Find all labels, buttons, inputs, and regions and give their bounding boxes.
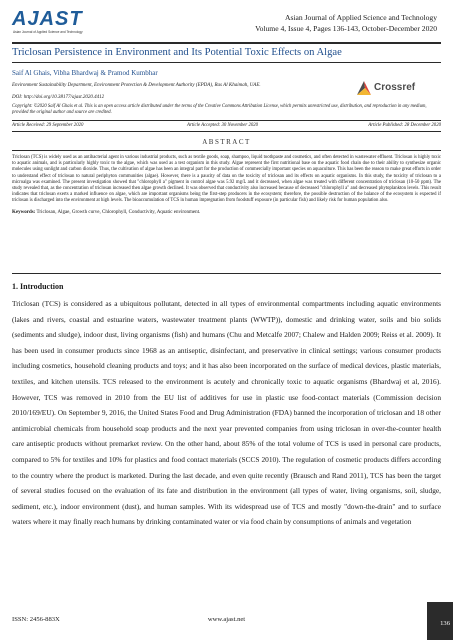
abstract-text: Triclosan (TCS) is widely used as an antibacterial agent in various industrial products, such as textile goods, soap, shampoo, liquid toothpaste and cosmetics, and often detected in wastewater effluent. Triclosan is highly toxic to aquatic animals, and is particularly highly toxic to the algae, which was used as a test organism in this study. Algae represent the first nutritional base on the aquatic food chain due to their ability to synthesize organic molecules using sunlight and carbon dioxide. Thus, the cultivation of algae has been an integral part for the production of commercially important species on aquaculture. This has been the reason to make great efforts in order to understand effect of triclosan to natural periphyton communities (algae). However, there is a paucity of data on the toxicity of triclosan and its effects on aquatic organisms. In this study, the toxicity of triclosan to a microalga was examined. The present investigation showed that "chlorophyll a" pigment in control algae was 5.92 mg/L and it decreased, when algae was treated with different concentration of triclosan (10-50 ppm). The study revealed that, as the concentration of triclosan increased then algae growth declined. It was observed that conductivity also increased because of decreased "chlorophyll a" and decreased phytoplankton levels. This result indicates that triclosan exerts a marked influence on algae, which are important organisms being the first-step producers in the ecosystem; therefore, the possible destruction of the balance of the ecosystem is expected if triclosan is discharged into the environment at high levels. The bioaccumulation of TCS in human impregnation from foodstuff exposure (in particular fish) and likely risk for human population also. (12, 155, 441, 204)
keywords (12, 209, 441, 216)
website-link[interactable]: www.ajast.net (207, 616, 246, 623)
affiliation: Environment Sustainability Department, Environment Protection & Development Authority (EPDA), Ras Al Khaimah, UAE. (12, 83, 261, 88)
abstract-heading: ABSTRACT (202, 138, 251, 146)
header-rule (12, 42, 441, 44)
logo-subtitle: Asian Journal of Applied Science and Technology (13, 30, 83, 34)
date-accepted: Article Accepted: 30 November 2020 (187, 123, 259, 128)
section-heading: 1. Introduction (12, 282, 64, 291)
journal-header (255, 12, 437, 34)
keywords-list: Triclosan, Algae, Growth curve, Chlorophyll, Conductivity, Aquatic environment. (36, 209, 201, 215)
crossref-label: Crossref (374, 82, 416, 93)
logo-text: AJAST (12, 8, 83, 30)
introduction-text: Triclosan (TCS) is considered as a ubiquitous pollutant, detected in all types of environmental compartments including aquatic environments (lakes and rivers, coastal and estuarine waters, wastewater treatment plants (WWTP)), domestic and drinking water, soils and bio solids (sediments and sludge), indoor dust, living organisms (fish) and humans (Chu and Metcalfe 2007; Chalew and Halden 2009; Reiss et al. 2009). It has been used in consumer products since 1968 as an antiseptic, disinfectant, and preservative in clinical settings; various consumer products including cosmetics, household cleaning products and toys; and it has also been incorporated on the surface of medical devices, plastic materials, textiles, and kitchen utensils. TCS released to the environment is acutely and chronically toxic to aquatic organisms (Bhardwaj et al, 2016). However, TCS was removed in 2010 from the EU list of additives for use in plastic use food-contact materials (Commission decision 2010/169/EU). On September 9, 2016, the United States Food and Drug Administration (FDA) banned the incorporation of triclosan and 18 other antimicrobial chemicals from household soap products and the next year prevented companies from using triclosan in over-the-counter health care antiseptic products without premarket review. On the other hand, about 85% of the total volume of TCS is used in personal care products, compared to 5% for textiles and 10% for plastics and food contact materials (SCCS 2010). The regulation of cosmetic products differs according to the country where the product is marketed. During the last decade, and even quite recently (Brausch and Rand 2011), TCS has been the target of several studies focused on the evaluation of its fate and distribution in the environment (all types of water, living organisms, soil, sludge, sediment, etc.), indoor environment (dust), and human samples. With its widespread use of TCS and mostly "down-the-drain" and to surface waters where it may finally reach humans by drinking contaminated water or via food chain by consumptions of animals and vegetation (12, 299, 441, 527)
crossref-badge[interactable] (356, 80, 418, 96)
title-rule (12, 62, 441, 63)
date-received: Article Received: 29 September 2020 (12, 123, 84, 128)
article-title: Triclosan Persistence in Environment and Its Potential Toxic Effects on Algae (12, 47, 342, 58)
journal-name: Asian Journal of Applied Science and Technology (284, 13, 437, 22)
abstract-box (12, 150, 441, 274)
dates-bottom-rule (12, 131, 441, 132)
journal-volume: Volume 4, Issue 4, Pages 136-143, October-December 2020 (255, 24, 437, 33)
issn: ISSN: 2456-883X (12, 616, 60, 623)
doi-link[interactable]: DOI: http://doi.org/10.38177/ajast.2020.4412 (12, 95, 105, 100)
page-number: 136 (440, 620, 450, 627)
article-dates (12, 122, 441, 130)
journal-logo (12, 8, 83, 42)
date-published: Article Published: 28 December 2020 (368, 123, 441, 128)
dates-top-rule (12, 120, 441, 121)
authors: Saif Al Ghais, Vibha Bhardwaj & Pramod Kumbhar (12, 69, 158, 77)
crossref-icon (356, 80, 372, 96)
copyright-notice: Copyright: ©2020 Saif Al Ghais et al. This is an open access article distributed under the terms of the Creative Commons Attribution License, which permits unrestricted use, distribution, and reproduction in any medium, provided the original author and source are credited. (12, 104, 427, 116)
keywords-label: Keywords: (12, 209, 36, 215)
page-footer (12, 614, 441, 626)
